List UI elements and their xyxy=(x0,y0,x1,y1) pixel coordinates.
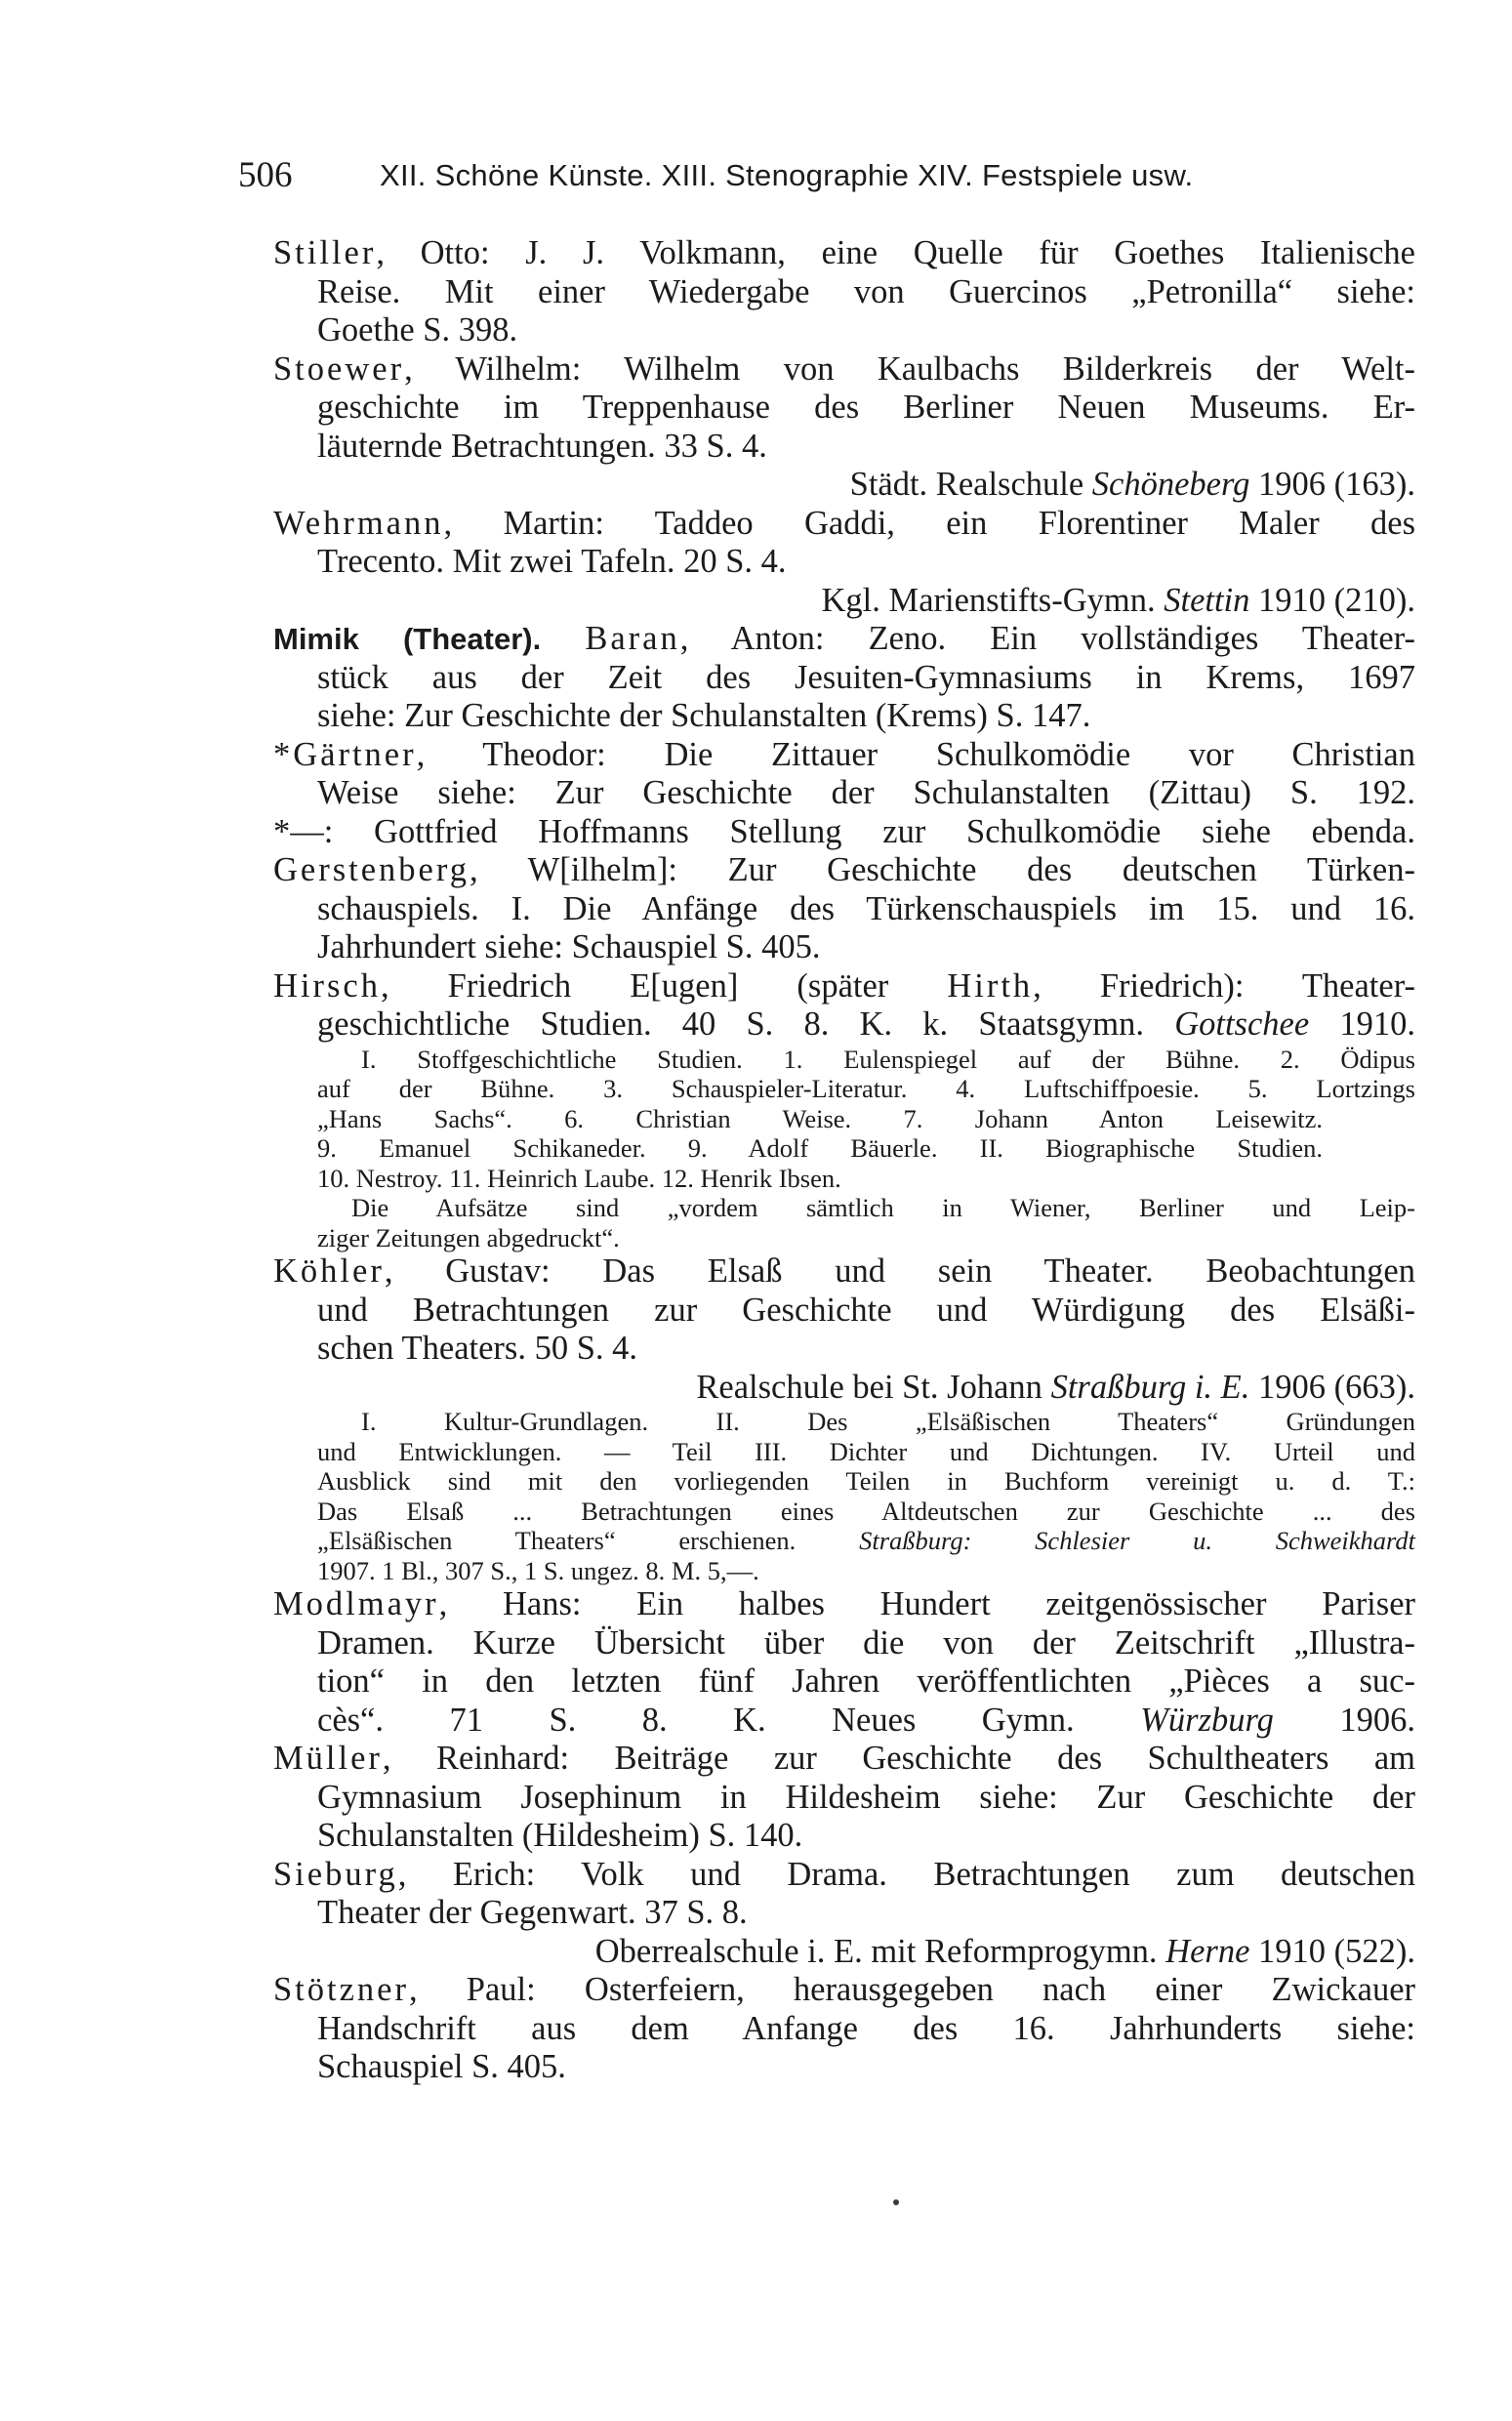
entry-line: Stoewer, Wilhelm: Wilhelm von Kaulbachs Bilderkreis der Welt- xyxy=(273,349,1415,388)
entry-line: Theater der Gegenwart. 37 S. 8. xyxy=(317,1894,748,1931)
note-line: 1907. 1 Bl., 307 S., 1 S. ungez. 8. M. 5,—. xyxy=(317,1555,759,1585)
entry-line: geschichtliche Studien. 40 S. 8. K. k. Staatsgymn. Gottschee 1910. xyxy=(317,1005,1415,1043)
entry-line: Stiller, Otto: J. J. Volkmann, eine Quelle für Goethes Italienische xyxy=(273,234,1415,271)
entry-line: Schauspiel S. 405. xyxy=(317,2048,566,2085)
school-line: Kgl. Marienstifts-Gymn. Stettin 1910 (210). xyxy=(821,581,1415,619)
note-line: auf der Bühne. 3. Schauspieler-Literatur. 4. Luftschiffpoesie. 5. Lortzings xyxy=(317,1074,1415,1103)
entry-line: schauspiels. I. Die Anfänge des Türkenschauspiels im 15. und 16. xyxy=(317,889,1415,927)
entry-line: Reise. Mit einer Wiedergabe von Guercinos „Petronilla“ siehe: xyxy=(317,272,1415,310)
entry-line: Dramen. Kurze Übersicht über die von der Zeitschrift „Illustra- xyxy=(317,1623,1415,1662)
school-line: Städt. Realschule Schöneberg 1906 (163). xyxy=(849,466,1415,503)
note-line: I. Kultur-Grundlagen. II. Des „Elsäßischen Theaters“ Gründungen xyxy=(361,1407,1415,1436)
entry-line: Stötzner, Paul: Osterfeiern, herausgegeben nach einer Zwickauer xyxy=(273,1971,1415,2008)
entry-line: Köhler, Gustav: Das Elsaß und sein Theater. Beobachtungen xyxy=(273,1252,1415,1290)
section-heading: Mimik (Theater). xyxy=(273,622,542,656)
entry-line: *—: Gottfried Hoffmanns Stellung zur Schulkomödie siehe ebenda. xyxy=(273,812,1415,850)
ink-speck xyxy=(893,2199,899,2205)
entry-line: Handschrift aus dem Anfange des 16. Jahrhunderts siehe: xyxy=(317,2009,1415,2047)
entry-line: Wehrmann, Martin: Taddeo Gaddi, ein Florentiner Maler des xyxy=(273,504,1415,542)
entry-line: Sieburg, Erich: Volk und Drama. Betrachtungen zum deutschen xyxy=(273,1855,1415,1893)
school-line: Oberrealschule i. E. mit Reformprogymn. Herne 1910 (522). xyxy=(594,1932,1415,1970)
running-title: XII. Schöne Künste. XIII. Stenographie XIV. Festspiele usw. xyxy=(380,158,1194,192)
entry-line: Schulanstalten (Hildesheim) S. 140. xyxy=(317,1817,803,1854)
note-line: und Entwicklungen. — Teil III. Dichter und Dichtungen. IV. Urteil und xyxy=(317,1436,1415,1466)
entry-line: Trecento. Mit zwei Tafeln. 20 S. 4. xyxy=(317,543,787,580)
entry-line: siehe: Zur Geschichte der Schulanstalten (Krems) S. 147. xyxy=(317,697,1091,734)
note-line: I. Stoffgeschichtliche Studien. 1. Eulenspiegel auf der Bühne. 2. Ödipus xyxy=(361,1044,1415,1074)
bibliography-column xyxy=(273,234,1415,2087)
entry-line: Müller, Reinhard: Beiträge zur Geschichte des Schultheaters am xyxy=(273,1740,1415,1777)
entry-line: Weise siehe: Zur Geschichte der Schulanstalten (Zittau) S. 192. xyxy=(317,774,1415,811)
entry-line: Gerstenberg, W[ilhelm]: Zur Geschichte des deutschen Türken- xyxy=(273,851,1415,888)
section-heading-line: Mimik (Theater). Baran, Anton: Zeno. Ein vollständiges Theater- xyxy=(273,620,1415,657)
note-line: Ausblick sind mit den vorliegenden Teilen in Buchform vereinigt u. d. T.: xyxy=(317,1466,1415,1496)
entry-line: schen Theaters. 50 S. 4. xyxy=(317,1330,638,1367)
note-line: Das Elsaß ... Betrachtungen eines Altdeutschen zur Geschichte ... des xyxy=(317,1496,1415,1526)
note-line: „Hans Sachs“. 6. Christian Weise. 7. Johann Anton Leisewitz. xyxy=(317,1103,1323,1133)
page-number: 506 xyxy=(238,155,293,195)
entry-line: läuternde Betrachtungen. 33 S. 4. xyxy=(317,427,767,465)
note-line: Die Aufsätze sind „vordem sämtlich in Wiener, Berliner und Leip- xyxy=(351,1193,1415,1222)
entry-line: Goethe S. 398. xyxy=(317,311,518,349)
entry-line: Hirsch, Friedrich E[ugen] (später Hirth, Friedrich): Theater- xyxy=(273,966,1415,1005)
note-line: ziger Zeitungen abgedruckt“. xyxy=(317,1222,620,1252)
school-line: Realschule bei St. Johann Straßburg i. E. 1906 (663). xyxy=(696,1368,1415,1406)
entry-line: cès“. 71 S. 8. K. Neues Gymn. Würzburg 1906. xyxy=(317,1701,1416,1739)
note-line: „Elsäßischen Theaters“ erschienen. Straßburg: Schlesier u. Schweikhardt xyxy=(317,1526,1415,1555)
entry-line: Jahrhundert siehe: Schauspiel S. 405. xyxy=(317,928,821,965)
note-line: 10. Nestroy. 11. Heinrich Laube. 12. Henrik Ibsen. xyxy=(317,1163,841,1193)
entry-line: Gymnasium Josephinum in Hildesheim siehe: Zur Geschichte der xyxy=(317,1778,1415,1816)
entry-line: geschichte im Treppenhause des Berliner Neuen Museums. Er- xyxy=(317,389,1415,426)
entry-line: und Betrachtungen zur Geschichte und Würdigung des Elsäßi- xyxy=(317,1291,1415,1329)
entry-line: stück aus der Zeit des Jesuiten-Gymnasiums in Krems, 1697 xyxy=(317,658,1415,696)
entry-line: tion“ in den letzten fünf Jahren veröffentlichten „Pièces a suc- xyxy=(317,1662,1415,1700)
entry-line: *Gärtner, Theodor: Die Zittauer Schulkomödie vor Christian xyxy=(273,735,1415,773)
entry-line: Modlmayr, Hans: Ein halbes Hundert zeitgenössischer Pariser xyxy=(273,1585,1415,1622)
note-line: 9. Emanuel Schikaneder. 9. Adolf Bäuerle. II. Biographische Studien. xyxy=(317,1133,1323,1163)
